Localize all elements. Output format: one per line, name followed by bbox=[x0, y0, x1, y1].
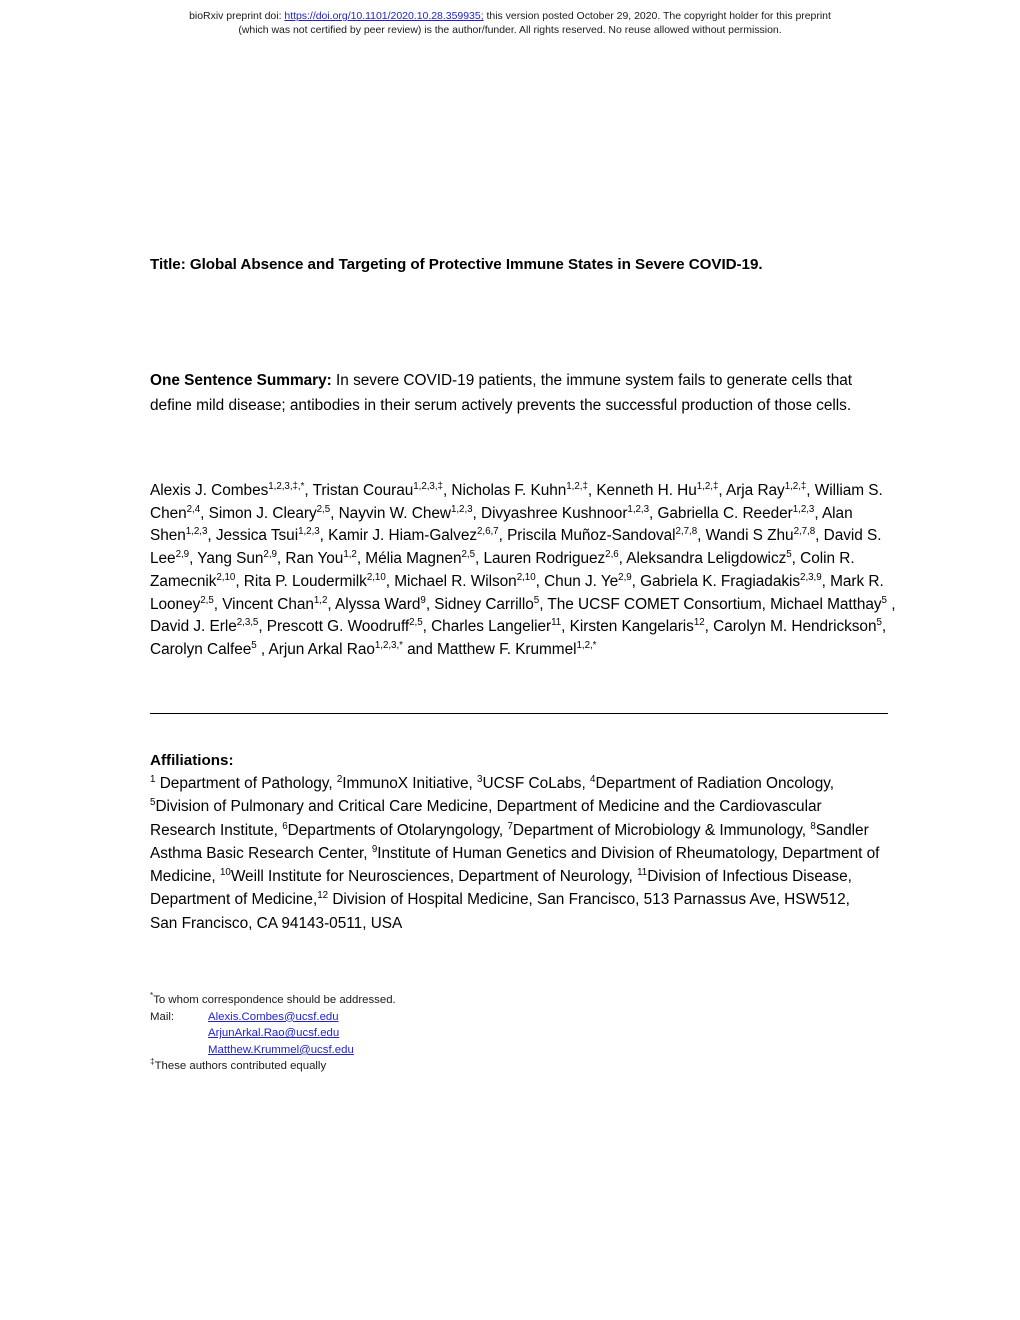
preprint-banner bbox=[0, 10, 1020, 37]
affiliations-heading: Affiliations: bbox=[150, 752, 234, 769]
mail-row-3 bbox=[150, 1042, 750, 1059]
equal-contribution-text: These authors contributed equally bbox=[154, 1060, 327, 1073]
summary-text: In severe COVID-19 patients, the immune system fails to generate cells that define mild disease; antibodies in their serum actively prevents the successful production of those cells. bbox=[150, 372, 853, 415]
correspondence-note bbox=[150, 992, 750, 1009]
affiliations-list: $^1$ Department of Pathology, $^2$ImmunoX Initiative, $^3$UCSF CoLabs, $^4$Department of Radiation Oncology, $^5$Division of Pulmonary and Critical Care Medicine, Department of Medicine and the Cardiovascular Research Institute, $^6$Departments of Otolaryngology, $^7$Department of Microbiology & Immunology, $^8$Sandler Asthma Basic Research Center, $^9$Institute of Human Genetics and Division of Rheumatology, Department of Medicine, $^{10}$Weill Institute for Neurosciences, Department of Neurology, $^{11}$Division of Infectious Disease, Department of Medicine,$^{12}$ Division of Hospital Medicine, San Francisco, 513 Parnassus Ave, HSW512, San Francisco, CA 94143-0511, USA bbox=[150, 773, 880, 932]
equal-contribution-note bbox=[150, 1058, 750, 1075]
correspondence-text: To whom correspondence should be addressed. bbox=[153, 994, 396, 1006]
mail-row-1 bbox=[150, 1009, 750, 1026]
author-list: Alexis J. Combes$^{1,2,3,\ddagger,*}$, Tristan Courau$^{1,2,3,\ddagger}$, Nicholas F. Kuhn$^{1,2,\ddagger}$, Kenneth H. $Hu^{1,2,\ddagger}$, Arja Ray$^{1,2,\ddagger}$, William S. Chen$^{2,4}$, Simon J. Cleary$^{2,5}$, Nayvin W. Chew$^{1,2,3}$, Divyashree Kushnoor$^{1,2,3}$, Gabriella C. Reeder$^{1,2,3}$, Alan Shen$^{1,2,3}$, Jessica Tsui$^{1,2,3}$, Kamir J. Hiam-Galvez$^{2,6,7}$, Priscila Muñoz-Sandoval$^{2,7,8}$, Wandi S Zhu$^{2,7,8}$, David S. Lee$^{2,9}$, Yang Sun$^{2,9}$, Ran You$^{1,2}$, Mélia Magnen$^{2,5}$, Lauren Rodriguez$^{2,6}$, Aleksandra Leligdowicz$^5$, Colin R. Zamecnik$^{2,10}$, Rita P. Loudermilk$^{2,10}$, Michael R. Wilson$^{2,10}$, Chun J. Ye$^{2,9}$, Gabriela K. Fragiadakis$^{2,3,9}$, Mark R. Looney$^{2,5}$, Vincent Chan$^{1,2}$, Alyssa Ward$^9$, Sidney Carrillo$^5$, The UCSF COMET Consortium, Michael Matthay$^5$ , David J. Erle$^{2,3,5}$, Prescott G. Woodruff$^{2,5}$, Charles Langelier$^{11}$, Kirsten Kangelaris$^{12}$, Carolyn M. Hendrickson$^5$, Carolyn Calfee$^5$ , Arjun Arkal Rao$^{1,2,3,*}$ and Matthew F. Krummel$^{1,2,*}$ bbox=[150, 480, 896, 658]
email-link-3[interactable]: Matthew.Krummel@ucsf.edu bbox=[208, 1043, 354, 1056]
correspondence-marker: * bbox=[150, 991, 154, 1001]
page-title: Title: Global Absence and Targeting of Protective Immune States in Severe COVID-19. bbox=[150, 256, 763, 273]
preprint-banner-line2: (which was not certified by peer review) is the author/funder. All rights reserved. No reuse allowed without permission. bbox=[238, 23, 782, 36]
preprint-doi-link[interactable]: https://doi.org/10.1101/2020.10.28.359935; bbox=[284, 10, 484, 22]
one-sentence-summary bbox=[150, 368, 892, 419]
email-link-1[interactable]: Alexis.Combes@ucsf.edu bbox=[208, 1010, 339, 1023]
equal-contribution-marker: ‡ bbox=[150, 1057, 155, 1067]
footnotes bbox=[150, 992, 750, 1075]
mail-row-2 bbox=[150, 1025, 750, 1042]
preprint-doi-suffix: this version posted October 29, 2020. The copyright holder for this preprint bbox=[483, 10, 831, 22]
email-link-2[interactable]: ArjunArkal.Rao@ucsf.edu bbox=[208, 1027, 340, 1040]
section-divider bbox=[150, 713, 888, 714]
preprint-doi-prefix: bioRxiv preprint doi: bbox=[189, 10, 285, 22]
mail-label: Mail: bbox=[150, 1010, 175, 1023]
preprint-banner-line1 bbox=[0, 10, 1020, 24]
summary-label: One Sentence Summary: bbox=[150, 372, 332, 389]
